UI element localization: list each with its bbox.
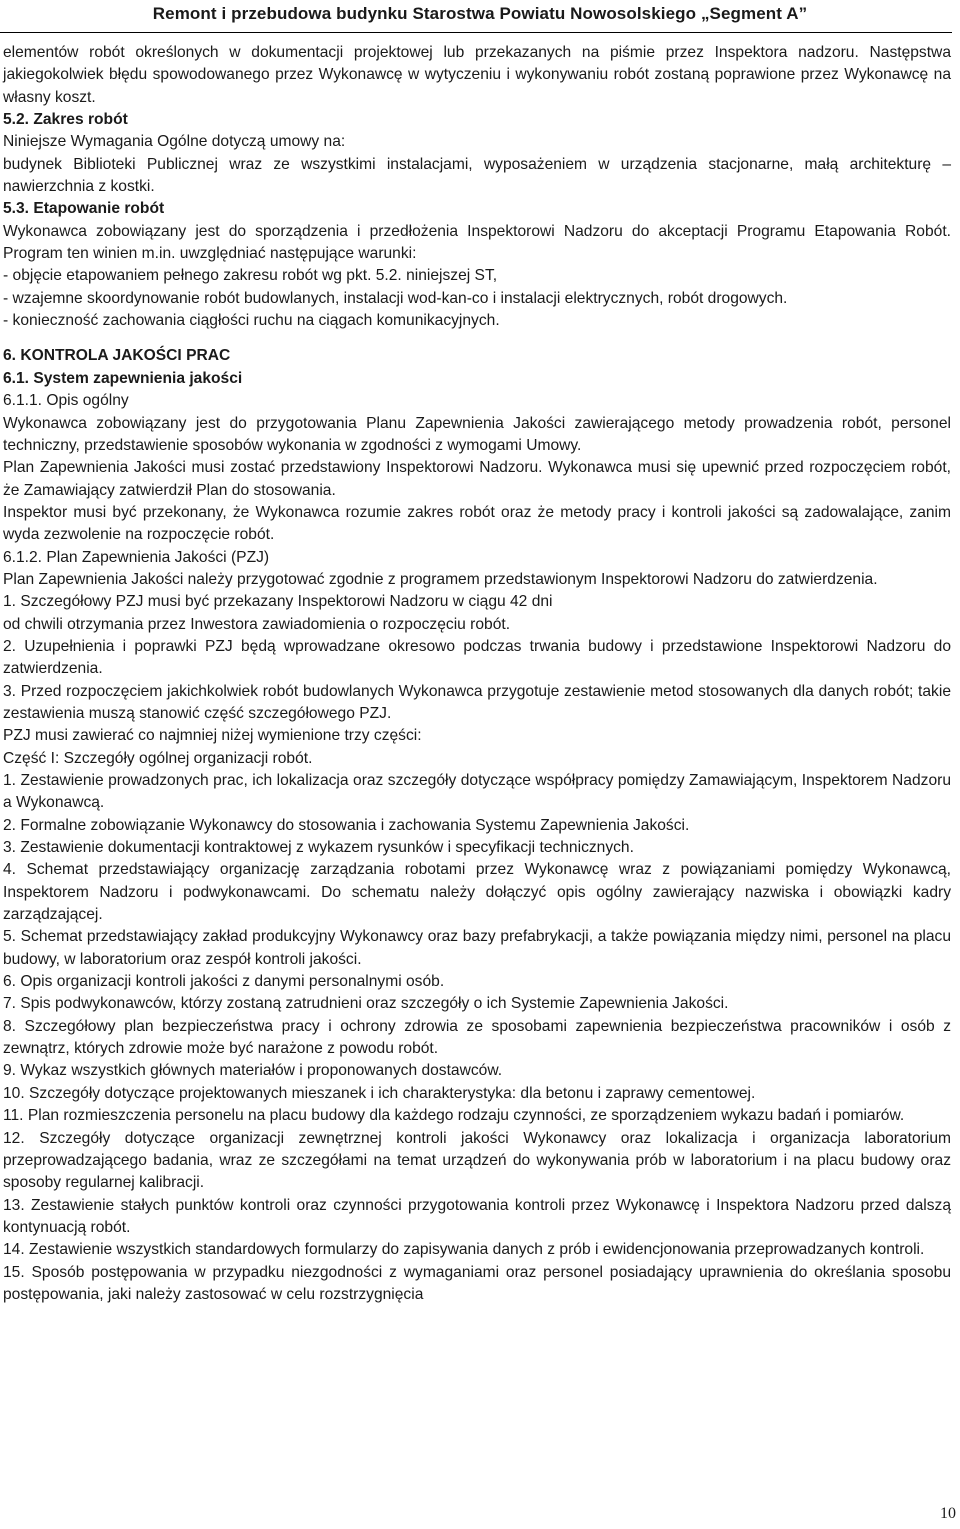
document-body	[3, 42, 951, 1306]
paragraph-6-1-1-b: Plan Zapewnienia Jakości musi zostać przedstawiony Inspektorowi Nadzoru. Wykonawca musi się upewnić przed rozpoczęciem robót, że Zamawiający zatwierdził Plan do stosowania.	[3, 459, 951, 499]
list-item: 7. Spis podwykonawców, którzy zostaną zatrudnieni oraz szczegóły o ich Systemie Zapewnienia Jakości.	[3, 995, 729, 1013]
header-divider	[0, 32, 952, 33]
document-header: Remont i przebudowa budynku Starostwa Powiatu Nowosolskiego „Segment A”	[152, 4, 808, 23]
paragraph-6-1-1-c: Inspektor musi być przekonany, że Wykonawca rozumie zakres robót oraz że metody pracy i kontroli jakości są zadowalające, zanim wyda zezwolenie na rozpoczęcie robót.	[3, 503, 951, 544]
list-item-pzj-1-line1: 1. Szczegółowy PZJ musi być przekazany Inspektorowi Nadzoru w ciągu 42 dni	[3, 593, 553, 611]
list-item: 6. Opis organizacji kontroli jakości z danymi personalnymi osób.	[3, 973, 445, 991]
list-item: 14. Zestawienie wszystkich standardowych formularzy do zapisywania danych z prób i ewidencjonowania przeprowadzanych kontroli.	[3, 1241, 925, 1259]
heading-6-1: 6.1. System zapewnienia jakości	[3, 369, 243, 387]
list-item-pzj-3: 3. Przed rozpoczęciem jakichkolwiek robót budowlanych Wykonawca przygotuje zestawienie metod stosowanych dla danych robót; takie zestawienia muszą stanowić część szczegółowego PZJ.	[3, 682, 951, 722]
paragraph-5-2-line1: Niniejsze Wymagania Ogólne dotyczą umowy na:	[3, 133, 346, 151]
list-item: 12. Szczegóły dotyczące organizacji zewnętrznej kontroli jakości Wykonawcy oraz lokalizacja i organizacja laboratorium przeprowadzającego badania, wraz ze szczegółami na temat urządzeń do wykonywania prób w laboratorium i na placu budowy oraz sposoby regularnej kalibracji.	[3, 1129, 951, 1192]
list-item: 3. Zestawienie dokumentacji kontraktowej z wykazem rysunków i specyfikacji technicznych.	[3, 839, 634, 857]
paragraph-6-1-2-intro: Plan Zapewnienia Jakości należy przygotować zgodnie z programem przedstawionym Inspektorowi Nadzoru do zatwierdzenia.	[3, 570, 878, 588]
list-item-pzj-1-line2: od chwili otrzymania przez Inwestora zawiadomienia o rozpoczęciu robót.	[3, 615, 511, 633]
list-item-5-3-2: - wzajemne skoordynowanie robót budowlanych, instalacji wod-kan-co i instalacji elektrycznych, robót drogowych.	[3, 289, 788, 307]
list-item: 13. Zestawienie stałych punktów kontroli oraz czynności przygotowania kontroli przez Wykonawcę i Inspektora Nadzoru przed dalszą kontynuacją robót.	[3, 1196, 951, 1236]
paragraph-continuation: elementów robót określonych w dokumentacji projektowej lub przekazanych na piśmie przez Inspektora nadzoru. Następstwa jakiegokolwiek błędu spowodowanego przez Wykonawcę w wytyczeniu i wykonywaniu robót zostaną poprawione przez Wykonawcę na własny koszt.	[3, 44, 951, 106]
list-item: 10. Szczegóły dotyczące projektowanych mieszanek i ich charakterystyka: dla betonu i zaprawy cementowej.	[3, 1084, 756, 1102]
list-item: 1. Zestawienie prowadzonych prac, ich lokalizacja oraz szczegóły dotyczące współpracy pomiędzy Zamawiającym, Inspektorem Nadzoru a Wykonawcą.	[3, 772, 951, 812]
paragraph-6-1-1-a: Wykonawca zobowiązany jest do przygotowania Planu Zapewnienia Jakości zawierającego metody prowadzenia robót, personel techniczny, przedstawienie sposobów wykonania w zgodności z wymogami Umowy.	[3, 414, 951, 454]
paragraph-5-3: Wykonawca zobowiązany jest do sporządzenia i przedłożenia Inspektorowi Nadzoru do akceptacji Programu Etapowania Robót. Program ten winien m.in. uwzględniać następujące warunki:	[3, 222, 951, 263]
heading-5-2: 5.2. Zakres robót	[3, 111, 128, 129]
list-item: 5. Schemat przedstawiający zakład produkcyjny Wykonawcy oraz bazy prefabrykacji, a także powiązania między nimi, personel na placu budowy, w laboratorium oraz zespół kontroli jakości.	[3, 928, 951, 968]
list-item-5-3-1: - objęcie etapowaniem pełnego zakresu robót wg pkt. 5.2. niniejszej ST,	[3, 267, 498, 285]
heading-6-1-2: 6.1.2. Plan Zapewnienia Jakości (PZJ)	[3, 548, 270, 566]
list-item: 4. Schemat przedstawiający organizację zarządzania robotami przez Wykonawcę wraz z powiązaniami pomiędzy Wykonawcą, Inspektorem Nadzoru i podwykonawcami. Do schematu należy dołączyć opis ogólny zawierający nazwiska i obowiązki kadry zarządzającej.	[3, 861, 951, 924]
list-item: 11. Plan rozmieszczenia personelu na placu budowy dla każdego rodzaju czynności, ze sporządzeniem wykazu badań i pomiarów.	[3, 1107, 905, 1125]
list-item: 9. Wykaz wszystkich głównych materiałów i proponowanych dostawców.	[3, 1062, 503, 1080]
heading-6: 6. KONTROLA JAKOŚCI PRAC	[3, 347, 231, 365]
list-item: 15. Sposób postępowania w przypadku niezgodności z wymaganiami oraz personel posiadający uprawnienia do określania sposobu postępowania, jaki należy zastosować w celu rozstrzygnięcia	[3, 1263, 951, 1303]
heading-5-3: 5.3. Etapowanie robót	[3, 200, 165, 218]
paragraph-5-2-line2: budynek Biblioteki Publicznej wraz ze wszystkimi instalacjami, wyposażeniem w urządzenia stacjonarne, małą architekturę – nawierzchnia z kostki.	[3, 155, 951, 196]
list-item: 8. Szczegółowy plan bezpieczeństwa pracy i ochrony zdrowia ze sposobami zapewnienia bezpieczeństwa pracowników i osób z zewnątrz, których zdrowie może być narażone z powodu robót.	[3, 1017, 951, 1058]
heading-6-1-1: 6.1.1. Opis ogólny	[3, 392, 129, 410]
page-number: 10	[940, 1505, 956, 1522]
paragraph-pzj-parts: PZJ musi zawierać co najmniej niżej wymienione trzy części:	[3, 727, 422, 745]
heading-part-1: Część I: Szczegóły ogólnej organizacji robót.	[3, 749, 313, 767]
list-item-pzj-2: 2. Uzupełnienia i poprawki PZJ będą wprowadzane okresowo podczas trwania budowy i przedstawione Inspektorowi Nadzoru do zatwierdzenia.	[3, 637, 951, 678]
list-item: 2. Formalne zobowiązanie Wykonawcy do stosowania i zachowania Systemu Zapewnienia Jakości.	[3, 816, 690, 834]
list-item-5-3-3: - konieczność zachowania ciągłości ruchu na ciągach komunikacyjnych.	[3, 312, 500, 330]
section-spacer	[3, 332, 951, 345]
